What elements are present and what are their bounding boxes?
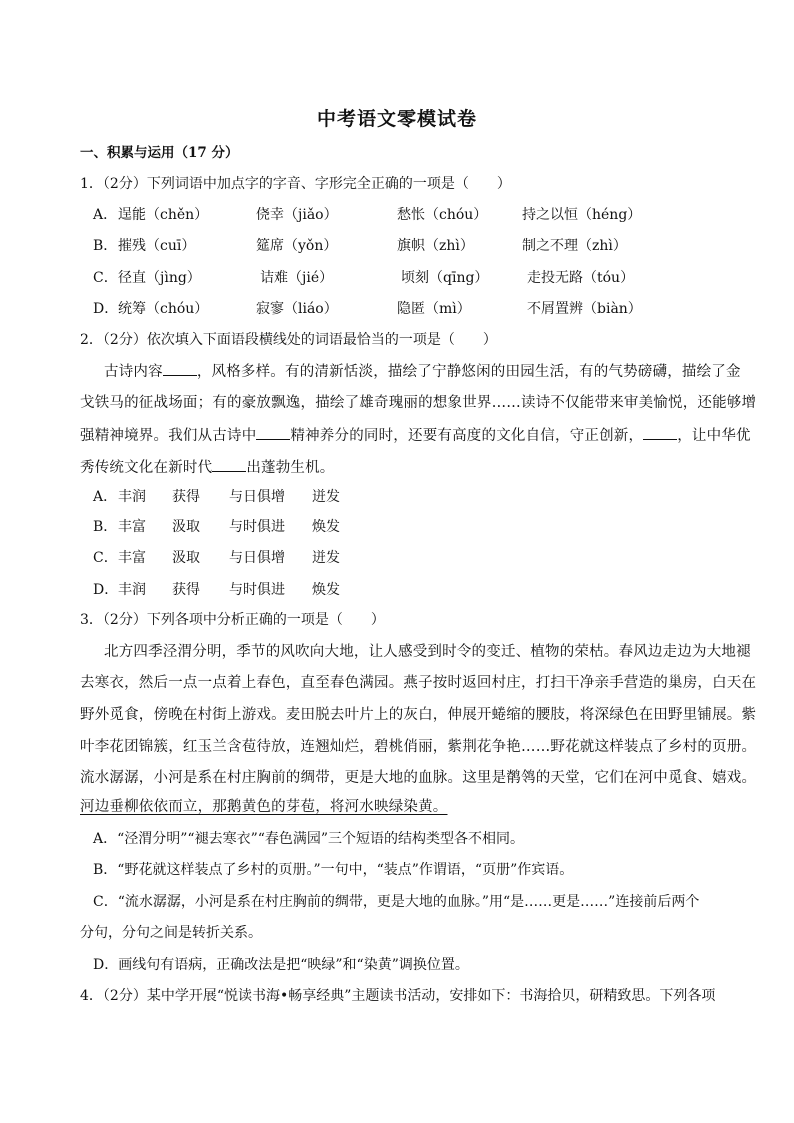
passage-line	[80, 425, 751, 446]
underlined-sentence: 河边垂柳依依而立，那鹅黄色的芽苞，将河水映绿染黄。	[80, 799, 448, 815]
passage-text: 强精神境界。我们从古诗中	[80, 428, 257, 444]
option-word: 与时俱进	[229, 582, 285, 598]
fill-blank	[212, 457, 246, 472]
option-word: 统筹（chóu）	[118, 301, 209, 317]
option-word: 不屑置辨（biàn）	[527, 301, 642, 317]
option-label: C．	[93, 270, 118, 286]
passage-line	[104, 361, 741, 382]
option-word: 径直（jìng）	[118, 270, 201, 286]
fill-blank	[163, 361, 197, 376]
question-4-stem: 4．（2分）某中学开展“悦读书海•畅享经典”主题读书活动，安排如下：书海拾贝，研精致思。下列各项	[80, 988, 716, 1004]
passage-text: 秀传统文化在新时代	[80, 460, 213, 476]
option-word: 与日俱增	[229, 550, 285, 566]
option-word: 摧残（cuī）	[118, 238, 196, 254]
option-word: 侥幸（jiǎo）	[256, 207, 338, 223]
section-heading: 一、积累与运用（17 分）	[80, 145, 239, 161]
option-label: B．	[93, 238, 118, 254]
passage-line: 叶李花团锦簇，红玉兰含苞待放，连翘灿烂，碧桃俏丽，紫荆花争艳……野花就这样装点了乡村的页册。	[80, 739, 757, 755]
option-word: 迸发	[312, 550, 340, 566]
passage-line: 野外觅食，傍晚在村街上游戏。麦田脱去叶片上的灰白，伸展开蜷缩的腰肢，将深绿色在田野里铺展。紫	[80, 707, 757, 723]
option-label: C．	[93, 550, 118, 566]
option-word: 焕发	[312, 519, 340, 535]
passage-line: 去寒衣，然后一点一点着上春色，直至春色满园。燕子按时返回村庄，打扫干净亲手营造的巢房，白天在	[80, 675, 757, 691]
option-word: 获得	[172, 489, 200, 505]
option-word: 焕发	[312, 582, 340, 598]
option-label: A．	[93, 489, 118, 505]
option-word: 与时俱进	[229, 519, 285, 535]
passage-text: 古诗内容	[104, 364, 163, 380]
question-3-option-c-cont: 分句，分句之间是转折关系。	[80, 925, 262, 941]
fill-blank	[643, 425, 677, 440]
option-word: 持之以恒（héng）	[522, 207, 642, 223]
option-word: 迸发	[312, 489, 340, 505]
passage-line: 北方四季泾渭分明，季节的风吹向大地，让人感受到时令的变迁、植物的荣枯。春风边走边为大地褪	[104, 644, 751, 660]
fill-blank	[256, 425, 290, 440]
option-word: 愁怅（chóu）	[397, 207, 488, 223]
option-word: 丰润	[118, 582, 146, 598]
passage-text: 出蓬勃生机。	[246, 460, 335, 476]
option-word: 寂寥（liáo）	[256, 301, 338, 317]
option-word: 汲取	[172, 550, 200, 566]
question-3-option-b: B．“野花就这样装点了乡村的页册。”一句中，“装点”作谓语，“页册”作宾语。	[93, 862, 574, 878]
passage-line	[80, 457, 335, 478]
option-word: 与日俱增	[229, 489, 285, 505]
passage-text: 精神养分的同时，还要有高度的文化自信，守正创新，	[290, 428, 644, 444]
option-word: 诘难（jié）	[260, 270, 334, 286]
option-word: 制之不理（zhì）	[522, 238, 627, 254]
option-word: 旗帜（zhì）	[397, 238, 474, 254]
option-label: D．	[93, 301, 119, 317]
option-word: 筵席（yǒn）	[256, 238, 338, 254]
question-3-option-a: A．“泾渭分明”“褪去寒衣”“春色满园”三个短语的结构类型各不相同。	[93, 831, 525, 847]
passage-text: ，风格多样。有的清新恬淡，描绘了宁静悠闲的田园生活，有的气势磅礴，描绘了金	[196, 364, 741, 380]
question-2-stem: 2．（2分）依次填入下面语段横线处的词语最恰当的一项是（ ）	[80, 332, 497, 348]
passage-text: ，让中华优	[677, 428, 751, 444]
option-word: 走投无路（tóu）	[527, 270, 635, 286]
page-title: 中考语文零模试卷	[316, 108, 477, 130]
option-word: 顷刻（qīng）	[401, 270, 489, 286]
option-label: D．	[93, 582, 119, 598]
question-3-option-d: D．画线句有语病，正确改法是把“映绿”和“染黄”调换位置。	[93, 957, 469, 973]
option-word: 汲取	[172, 519, 200, 535]
option-word: 丰富	[118, 550, 146, 566]
question-3-option-c: C．“流水潺潺，小河是系在村庄胸前的绸带，更是大地的血脉。”用“是……更是……”连接前后两个	[93, 894, 700, 910]
option-word: 逞能（chěn）	[118, 207, 209, 223]
option-label: A．	[93, 207, 118, 223]
passage-line: 戈铁马的征战场面；有的豪放飘逸，描绘了雄奇瑰丽的想象世界……读诗不仅能带来审美愉悦，还能够增	[80, 395, 757, 411]
option-word: 获得	[172, 582, 200, 598]
question-3-stem: 3．（2分）下列各项中分析正确的一项是（ ）	[80, 612, 385, 628]
option-label: B．	[93, 519, 118, 535]
option-word: 丰富	[118, 519, 146, 535]
question-1-stem: 1．（2分）下列词语中加点字的字音、字形完全正确的一项是（ ）	[80, 176, 511, 192]
passage-line: 流水潺潺，小河是系在村庄胸前的绸带，更是大地的血脉。这里是鹡鸰的天堂，它们在河中觅食、嬉戏。	[80, 770, 757, 786]
option-word: 隐匿（mì）	[397, 301, 471, 317]
option-word: 丰润	[118, 489, 146, 505]
